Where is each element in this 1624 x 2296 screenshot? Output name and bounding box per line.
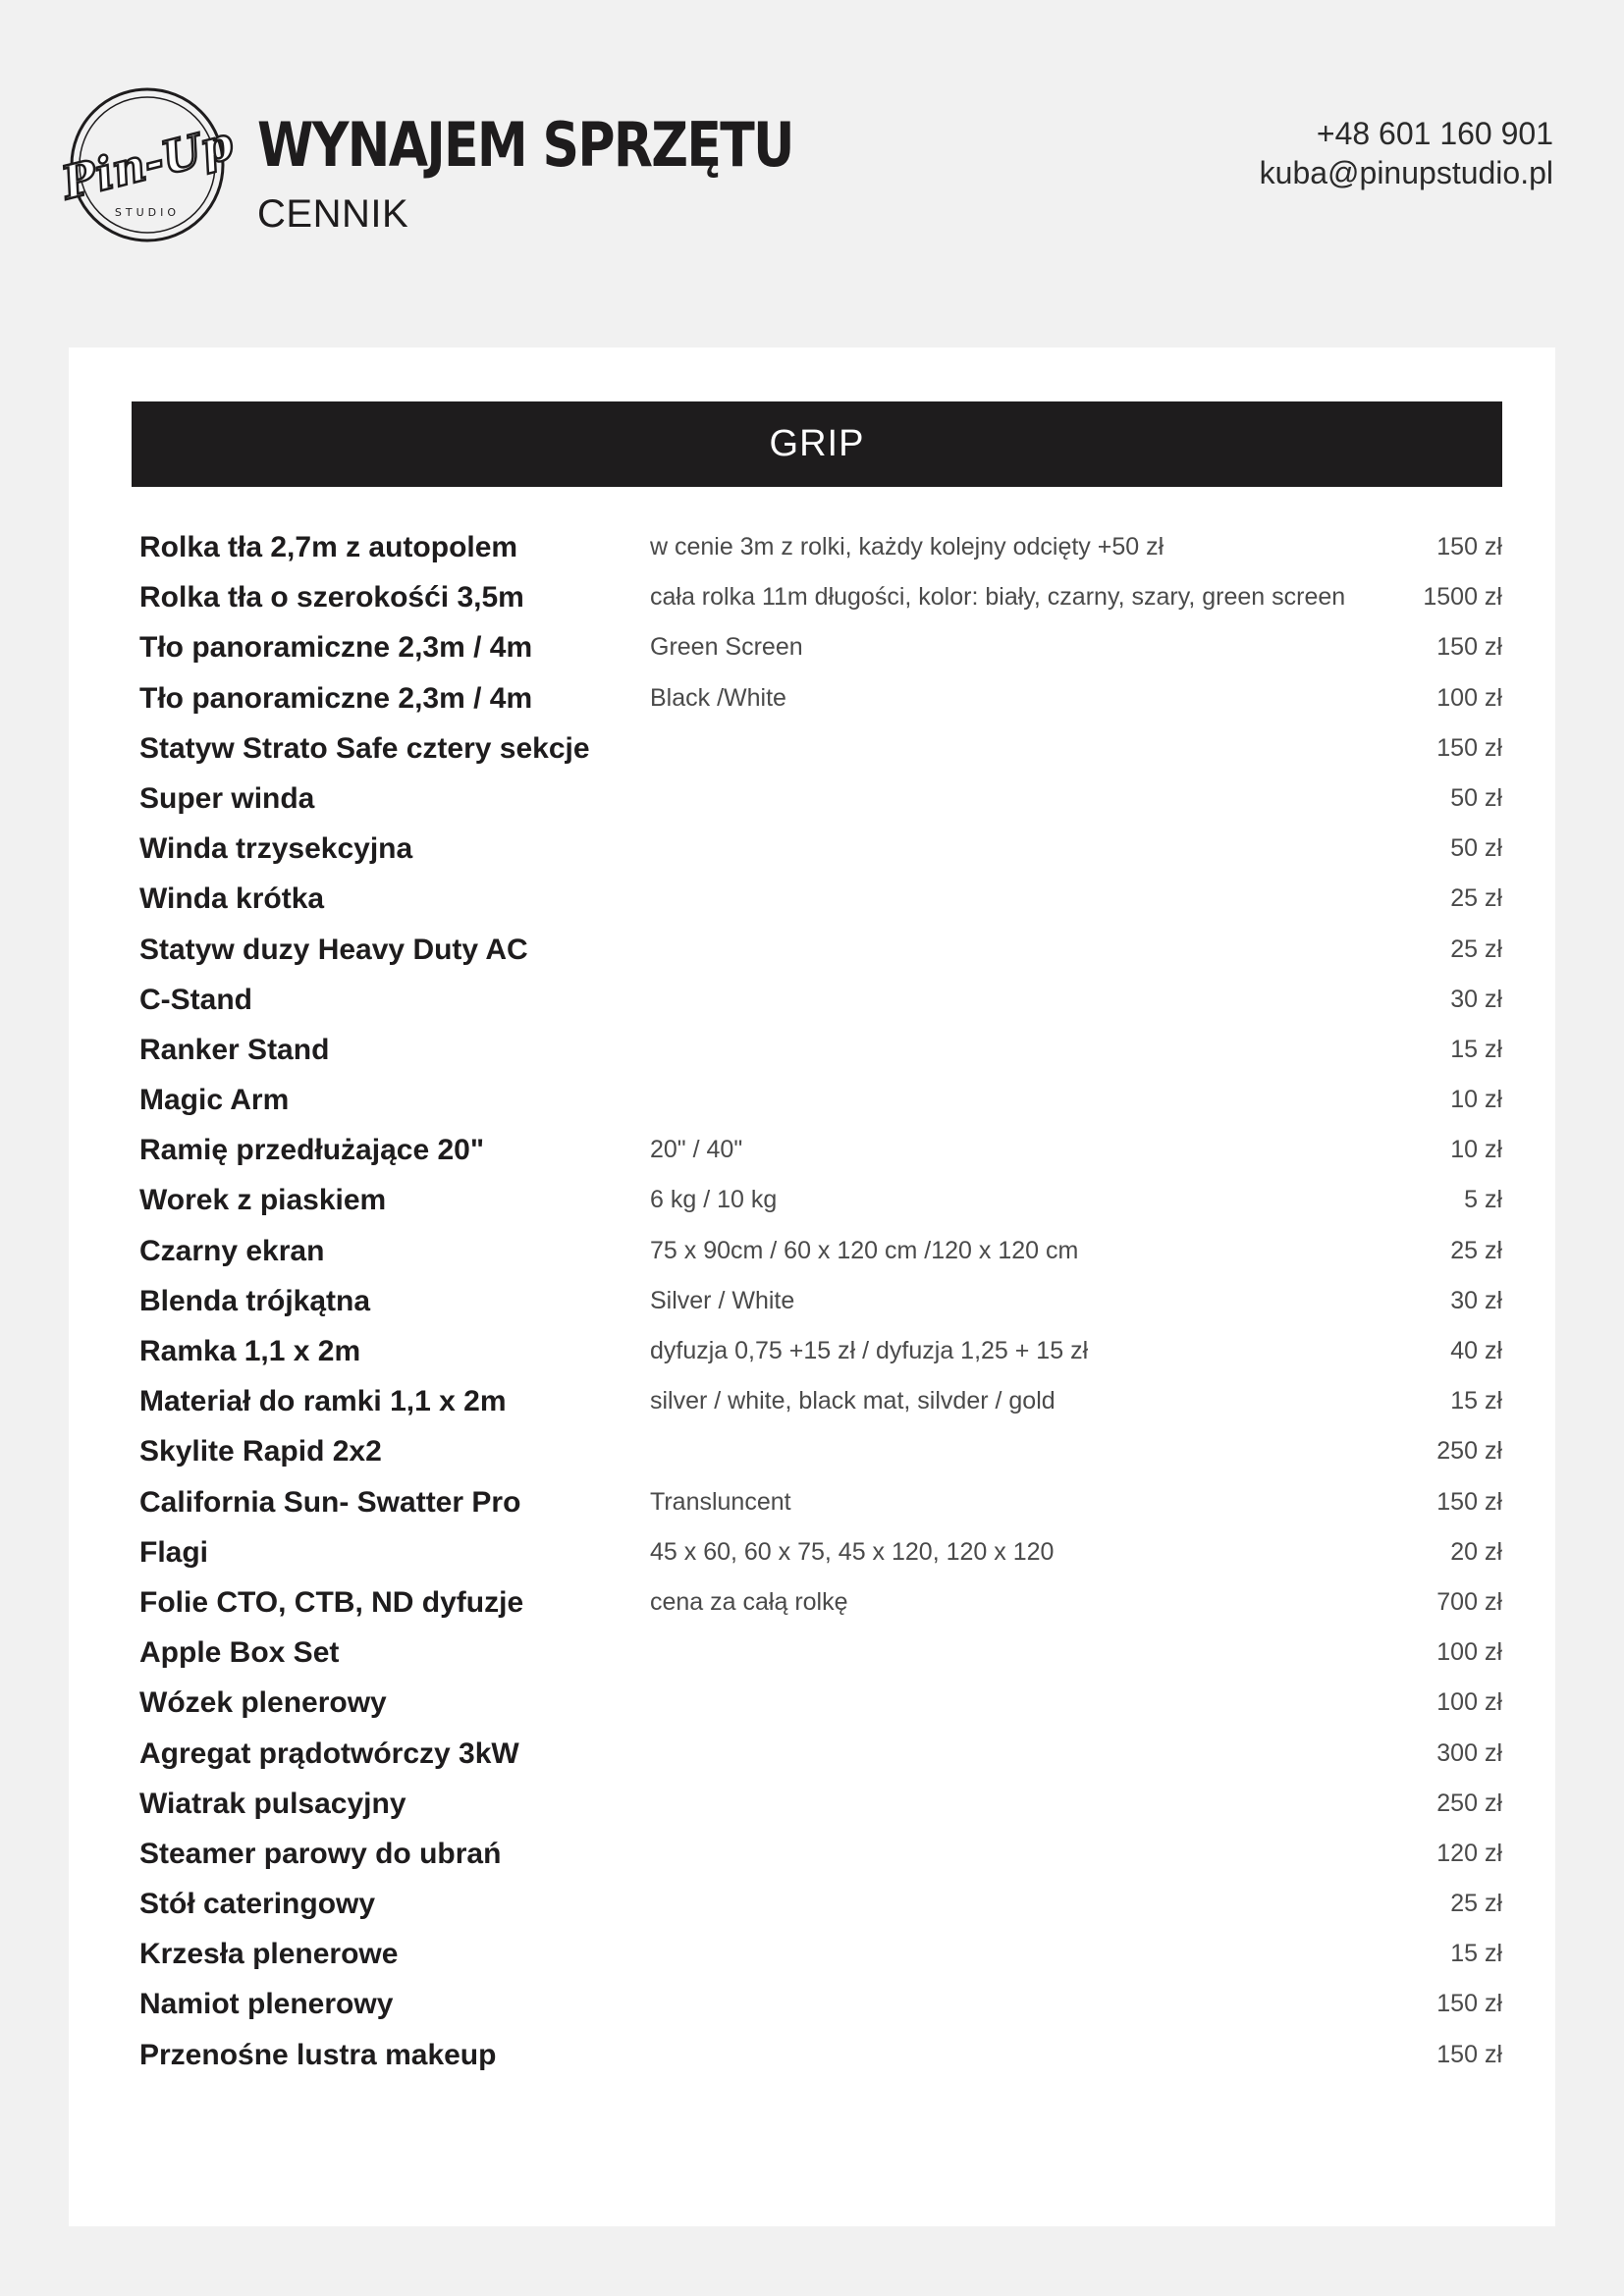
item-price: 50 zł <box>1450 834 1502 863</box>
item-name: Blenda trójkątna <box>139 1284 371 1317</box>
page-title: WYNAJEM SPRZĘTU <box>257 109 793 181</box>
item-description: 45 x 60, 60 x 75, 45 x 120, 120 x 120 <box>650 1537 1055 1566</box>
item-name: Winda trzysekcyjna <box>139 832 413 866</box>
item-name: Stół cateringowy <box>139 1888 376 1921</box>
item-description: silver / white, black mat, silvder / gold <box>650 1387 1056 1415</box>
item-price: 150 zł <box>1436 1487 1502 1516</box>
item-name: Tło panoramiczne 2,3m / 4m <box>139 681 533 715</box>
item-name: Skylite Rapid 2x2 <box>139 1435 382 1468</box>
item-price: 300 zł <box>1436 1738 1502 1767</box>
item-price: 250 zł <box>1436 1789 1502 1817</box>
item-description: w cenie 3m z rolki, każdy kolejny odcięty +50 zł <box>650 533 1164 561</box>
price-row <box>139 622 1502 672</box>
item-name: Ramka 1,1 x 2m <box>139 1335 361 1367</box>
price-row <box>139 1175 1502 1225</box>
item-name: Folie CTO, CTB, ND dyfuzje <box>139 1585 524 1619</box>
price-row <box>139 723 1502 774</box>
price-row <box>139 522 1502 572</box>
item-description: Black /White <box>650 683 786 712</box>
price-row <box>139 1527 1502 1577</box>
price-row <box>139 975 1502 1025</box>
contact-phone[interactable]: +48 601 160 901 <box>1316 116 1553 151</box>
price-row <box>139 1929 1502 1979</box>
item-price: 100 zł <box>1436 683 1502 712</box>
item-name: C-Stand <box>139 983 252 1016</box>
item-price: 15 zł <box>1450 1940 1502 1968</box>
item-price: 150 zł <box>1436 2040 1502 2068</box>
item-price: 150 zł <box>1436 733 1502 762</box>
price-list <box>139 522 1502 2080</box>
price-row <box>139 2030 1502 2080</box>
item-name: Winda krótka <box>139 882 325 916</box>
price-row <box>139 1779 1502 1829</box>
price-row <box>139 1879 1502 1929</box>
item-name: Krzesła plenerowe <box>139 1938 399 1971</box>
item-name: Rolka tła o szerokośći 3,5m <box>139 581 524 614</box>
price-row <box>139 824 1502 874</box>
item-price: 30 zł <box>1450 1286 1502 1314</box>
price-row <box>139 572 1502 622</box>
logo-wordmark: Pin-Up <box>56 116 239 210</box>
item-price: 120 zł <box>1436 1839 1502 1867</box>
item-name: Statyw Strato Safe cztery sekcje <box>139 731 590 765</box>
item-price: 250 zł <box>1436 1437 1502 1466</box>
item-name: Rolka tła 2,7m z autopolem <box>139 531 518 563</box>
page-subtitle: CENNIK <box>257 192 409 236</box>
item-name: Super winda <box>139 781 315 815</box>
item-description: Green Screen <box>650 633 803 662</box>
item-name: Materiał do ramki 1,1 x 2m <box>139 1385 507 1418</box>
item-description: Transluncent <box>650 1487 791 1516</box>
item-description: cała rolka 11m długości, kolor: biały, czarny, szary, green screen <box>650 583 1346 612</box>
item-price: 10 zł <box>1450 1136 1502 1164</box>
logo-subtext: STUDIO <box>114 206 181 219</box>
price-row <box>139 925 1502 975</box>
item-name: Namiot plenerowy <box>139 1988 394 2021</box>
item-description: Silver / White <box>650 1286 795 1314</box>
item-price: 700 zł <box>1436 1587 1502 1616</box>
price-row <box>139 1577 1502 1628</box>
item-price: 25 zł <box>1450 1236 1502 1264</box>
item-name: California Sun- Swatter Pro <box>139 1485 521 1519</box>
price-row <box>139 1226 1502 1276</box>
item-price: 100 zł <box>1436 1638 1502 1667</box>
item-price: 15 zł <box>1450 1387 1502 1415</box>
item-name: Przenośne lustra makeup <box>139 2038 497 2071</box>
price-row <box>139 774 1502 824</box>
price-row <box>139 1729 1502 1779</box>
item-price: 5 zł <box>1464 1186 1502 1214</box>
item-price: 50 zł <box>1450 783 1502 812</box>
price-row <box>139 673 1502 723</box>
item-price: 40 zł <box>1450 1337 1502 1364</box>
item-price: 25 zł <box>1450 934 1502 963</box>
item-price: 25 zł <box>1450 884 1502 913</box>
item-description: cena za całą rolkę <box>650 1587 848 1616</box>
logo-icon <box>56 84 239 245</box>
item-name: Ramię przedłużające 20" <box>139 1134 485 1167</box>
item-name: Flagi <box>139 1535 209 1569</box>
pin-up-studio-logo <box>56 84 239 245</box>
item-description: 75 x 90cm / 60 x 120 cm /120 x 120 cm <box>650 1236 1079 1264</box>
price-row <box>139 1125 1502 1175</box>
price-row <box>139 1829 1502 1879</box>
section-header: GRIP <box>132 401 1502 487</box>
price-list-card <box>69 347 1555 2226</box>
item-price: 100 zł <box>1436 1688 1502 1717</box>
item-price: 1500 zł <box>1423 583 1502 612</box>
price-row <box>139 1979 1502 2029</box>
item-price: 150 zł <box>1436 533 1502 561</box>
price-row <box>139 1326 1502 1376</box>
item-name: Steamer parowy do ubrań <box>139 1837 502 1870</box>
item-description: dyfuzja 0,75 +15 zł / dyfuzja 1,25 + 15 zł <box>650 1337 1089 1364</box>
item-name: Ranker Stand <box>139 1033 330 1066</box>
contact-email[interactable]: kuba@pinupstudio.pl <box>1259 155 1553 190</box>
item-name: Czarny ekran <box>139 1234 325 1267</box>
item-price: 20 zł <box>1450 1537 1502 1566</box>
price-row <box>139 1276 1502 1326</box>
item-name: Wózek plenerowy <box>139 1686 387 1720</box>
item-price: 150 zł <box>1436 1990 1502 2018</box>
item-description: 20" / 40" <box>650 1136 743 1164</box>
contact-block <box>1260 114 1553 192</box>
item-name: Apple Box Set <box>139 1636 340 1670</box>
item-price: 30 zł <box>1450 985 1502 1013</box>
price-row <box>139 874 1502 924</box>
price-row <box>139 1376 1502 1426</box>
item-name: Agregat prądotwórczy 3kW <box>139 1736 519 1770</box>
item-name: Magic Arm <box>139 1084 290 1117</box>
item-price: 150 zł <box>1436 633 1502 662</box>
price-row <box>139 1678 1502 1728</box>
item-name: Statyw duzy Heavy Duty AC <box>139 933 528 966</box>
price-row <box>139 1426 1502 1476</box>
item-price: 10 zł <box>1450 1086 1502 1114</box>
item-description: 6 kg / 10 kg <box>650 1186 778 1214</box>
price-row <box>139 1075 1502 1125</box>
item-name: Worek z piaskiem <box>139 1184 387 1217</box>
item-name: Wiatrak pulsacyjny <box>139 1787 406 1820</box>
price-row <box>139 1628 1502 1678</box>
price-row <box>139 1025 1502 1075</box>
item-price: 15 zł <box>1450 1035 1502 1063</box>
price-row <box>139 1477 1502 1527</box>
item-name: Tło panoramiczne 2,3m / 4m <box>139 631 533 665</box>
item-price: 25 zł <box>1450 1890 1502 1918</box>
